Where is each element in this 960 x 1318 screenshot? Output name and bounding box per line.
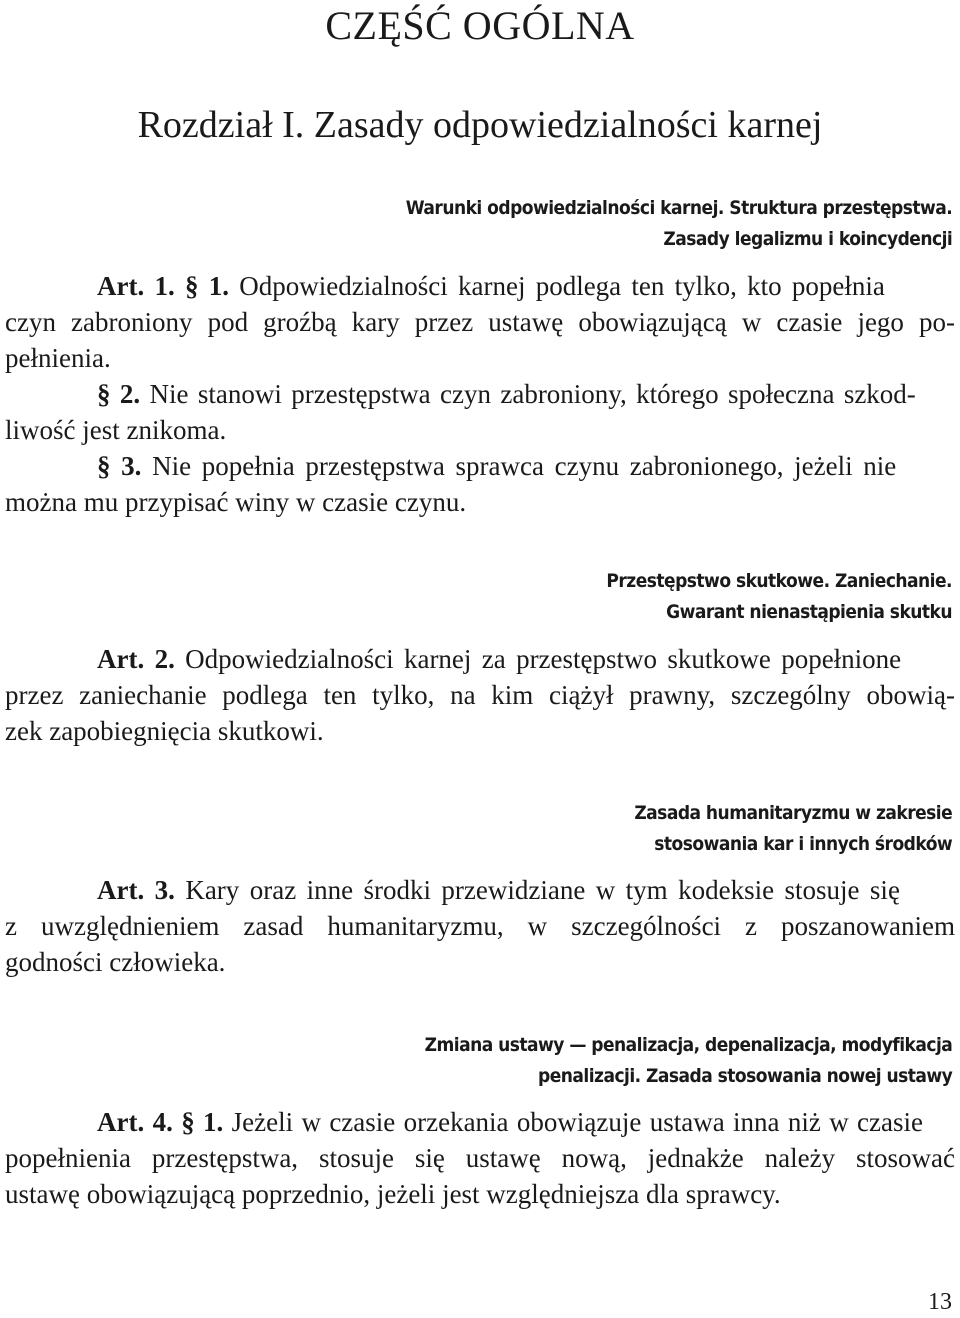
paragraph-label: § 1. <box>185 271 230 301</box>
paragraph-label: § 2. <box>97 379 141 409</box>
chapter-title: Rozdział I. Zasady odpowiedzialności karnej <box>137 104 823 146</box>
text-line: godności człowieka. <box>5 947 226 977</box>
article-label: Art. 4. <box>97 1107 173 1137</box>
article-line <box>5 641 955 677</box>
article-line <box>5 1104 955 1140</box>
article-line <box>5 448 955 484</box>
text-line: czyn zabroniony pod groźbą kary przez ustawę obowiązującą w czasie jego po- <box>5 307 955 337</box>
text-line: pełnienia. <box>5 343 111 373</box>
paragraph-label: § 3. <box>97 451 142 481</box>
article-3 <box>5 872 955 980</box>
article-line <box>5 268 955 304</box>
text-line: z uwzględnieniem zasad humanitaryzmu, w szczególności z poszanowaniem <box>5 911 955 941</box>
section-heading-art-4 <box>424 1030 952 1092</box>
text-line: liwość jest znikoma. <box>5 415 227 445</box>
heading-line: penalizacji. Zasada stosowania nowej ustawy <box>537 1065 952 1087</box>
paragraph-label: § 1. <box>181 1107 224 1137</box>
article-line <box>5 872 955 908</box>
text-line: ustawę obowiązującą poprzednio, jeżeli jest względniejsza dla sprawcy. <box>5 1179 781 1209</box>
text-line: Kary oraz inne środki przewidziane w tym kodeksie stosuje się <box>185 875 900 905</box>
section-heading-art-2 <box>606 566 952 628</box>
text-line: można mu przypisać winy w czasie czynu. <box>5 487 467 517</box>
heading-line: Zasady legalizmu i koincydencji <box>663 228 952 250</box>
article-4 <box>5 1104 955 1212</box>
heading-line: Przestępstwo skutkowe. Zaniechanie. <box>606 570 952 592</box>
heading-line: Warunki odpowiedzialności karnej. Struktura przestępstwa. <box>405 197 952 219</box>
text-line: Nie stanowi przestępstwa czyn zabroniony, którego społeczna szkod- <box>149 379 916 409</box>
page-number: 13 <box>928 1289 952 1315</box>
section-heading-art-1 <box>406 193 952 255</box>
article-2 <box>5 641 955 749</box>
text-line: popełnienia przestępstwa, stosuje się ustawę nową, jednakże należy stosować <box>5 1143 955 1173</box>
article-label: Art. 3. <box>97 875 175 905</box>
section-heading-art-3 <box>634 798 952 860</box>
heading-line: Gwarant nienastąpienia skutku <box>666 601 952 623</box>
text-line: Odpowiedzialności karnej podlega ten tylko, kto popełnia <box>239 271 885 301</box>
text-line: Odpowiedzialności karnej za przestępstwo skutkowe popełnione <box>185 644 902 674</box>
text-line: zek zapobiegnięcia skutkowi. <box>5 716 324 746</box>
article-1 <box>5 268 955 520</box>
text-line: Nie popełnia przestępstwa sprawca czynu zabronionego, jeżeli nie <box>152 451 897 481</box>
heading-line: stosowania kar i innych środków <box>654 833 952 855</box>
article-line <box>5 376 955 412</box>
text-line: przez zaniechanie podlega ten tylko, na kim ciążył prawny, szczególny obowią- <box>5 680 955 710</box>
article-label: Art. 2. <box>97 644 175 674</box>
heading-line: Zmiana ustawy — penalizacja, depenalizacja, modyfikacja <box>424 1034 952 1056</box>
text-line: Jeżeli w czasie orzekania obowiązuje ustawa inna niż w czasie <box>231 1107 923 1137</box>
article-label: Art. 1. <box>97 271 175 301</box>
part-title: CZĘŚĆ OGÓLNA <box>325 3 635 48</box>
heading-line: Zasada humanitaryzmu w zakresie <box>634 802 952 824</box>
